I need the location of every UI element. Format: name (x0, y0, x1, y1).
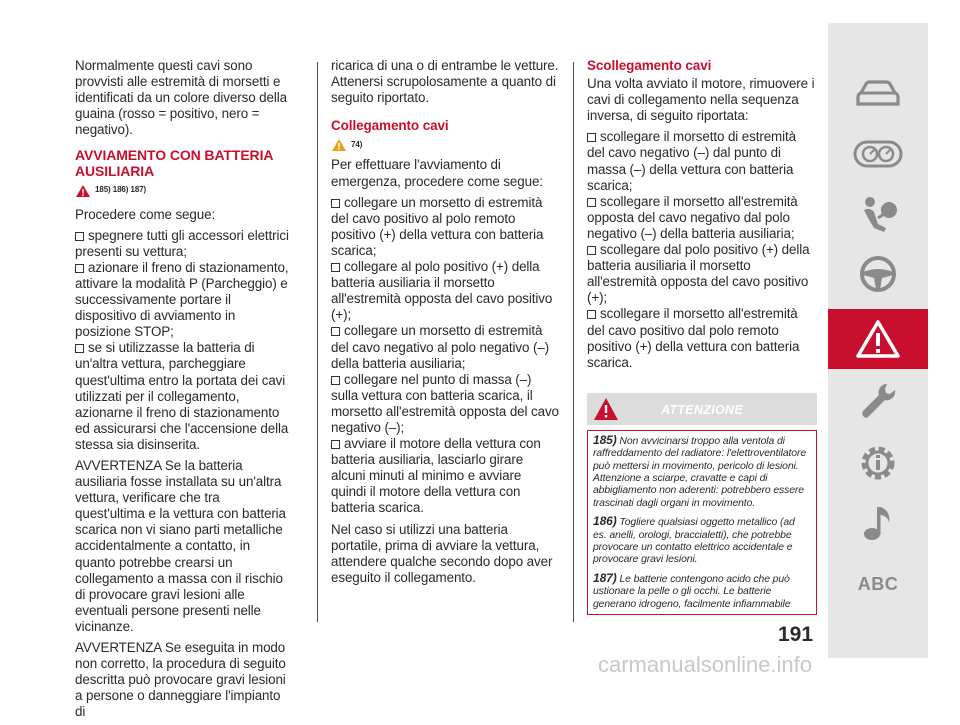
tab-technical-data[interactable] (828, 435, 928, 490)
tab-car[interactable] (828, 66, 928, 121)
list-item: scollegare dal polo positivo (+) della batteria ausiliaria il morsetto all'estremità opposta del cavo positivo (+); (587, 242, 810, 306)
refs-text: 185) 186) 187) (95, 185, 147, 195)
tab-steering[interactable] (828, 246, 928, 301)
list-item: collegare un morsetto di estremità del cavo positivo al polo remoto positivo (+) della vettura con batteria scarica; (331, 194, 544, 258)
warning-item: 187) Le batterie contengono acido che può ustionare la pelle o gli occhi. Le batterie generano idrogeno, facilmente infiammabile (593, 570, 791, 610)
bullet-square-icon (331, 327, 340, 336)
warning-refs (331, 137, 559, 153)
warning-refs (75, 182, 293, 198)
list-item: avviare il motore della vettura con batteria ausiliaria, lasciarlo girare alcuni minuti al minimo e avviare quindi il motore della vettura con batteria scarica. (331, 436, 541, 516)
paragraph: ricarica di una o di entrambe le vetture. Attenersi scrupolosamente a quanto di seguito riportato. (331, 58, 559, 106)
page-number: 191 (778, 623, 814, 646)
paragraph: Una volta avviato il motore, rimuovere i cavi di collegamento nella sequenza inversa, di seguito riportata: (587, 76, 815, 124)
bullet-square-icon (331, 199, 340, 208)
text-column-3 (587, 58, 815, 615)
list-item: azionare il freno di stazionamento, attivare la modalità P (Parcheggio) e successivamente portare il dispositivo di avviamento in posizione STOP; (75, 259, 289, 340)
section-heading: Collegamento cavi (331, 118, 449, 134)
tab-maintenance[interactable] (828, 373, 928, 428)
warning-triangle-icon (75, 184, 91, 198)
list-item: spegnere tutti gli accessori elettrici presenti su vettura; (75, 227, 289, 259)
warning-title: ATTENZIONE (661, 402, 743, 417)
list-item: se si utilizzasse la batteria di un'altra vettura, parcheggiare quest'ultima entro la portata dei cavi utilizzati per il collegamento, azionarne il freno di stazionamento ed assicurarsi che l'accensione della stessa sia disinserita. (75, 340, 289, 452)
warning-item: 186) Togliere qualsiasi oggetto metallico (ad es. anelli, orologi, braccialetti), che potrebbe provocare un contatto elettrico accidentale e provocare gravi lesioni. (593, 514, 795, 566)
warning-icon (855, 319, 901, 359)
tab-dashboard[interactable] (828, 126, 928, 181)
warning-header (587, 393, 817, 425)
paragraph: Per effettuare l'avviamento di emergenza, procedere come segue: (331, 157, 543, 189)
warning-box (587, 393, 817, 615)
watermark: carmanualsonline.info (598, 652, 813, 677)
list-item: collegare nel punto di massa (–) sulla vettura con batteria scarica, il morsetto all'estremità opposta del cavo negativo (–); (331, 371, 559, 435)
tab-multimedia[interactable] (828, 495, 928, 550)
tab-airbag[interactable] (828, 186, 928, 241)
text-column-2 (331, 58, 559, 591)
music-note-icon (861, 503, 895, 543)
chapter-sidebar (828, 23, 928, 658)
refs-text: 74) (351, 140, 363, 150)
bullet-square-icon (75, 264, 84, 273)
list-item: scollegare il morsetto di estremità del cavo negativo (–) dal punto di massa (–) della vettura con batteria scarica; (587, 129, 796, 193)
bullet-square-icon (331, 263, 340, 272)
warning-body (587, 430, 817, 615)
tab-warning[interactable] (828, 309, 928, 369)
list-item: collegare un morsetto di estremità del cavo negativo al polo negativo (–) della batteria ausiliaria; (331, 323, 550, 371)
bullet-square-icon (587, 310, 596, 319)
text-column-1 (75, 58, 293, 725)
bullet-square-icon (75, 232, 84, 241)
caution-triangle-icon (331, 138, 347, 152)
car-icon (855, 79, 901, 109)
column-divider (573, 62, 574, 622)
tab-index[interactable] (828, 557, 928, 612)
paragraph: Nel caso si utilizzi una batteria portatile, prima di avviare la vettura, attendere qualche secondo dopo aver eseguito il collegamento. (331, 521, 553, 585)
bullet-square-icon (331, 376, 340, 385)
list-item: scollegare il morsetto all'estremità opposta del cavo negativo dal polo negativo (–) della batteria ausiliaria; (587, 193, 798, 241)
warning-item: 185) Non avvicinarsi troppo alla ventola di raffreddamento del radiatore: l'elettroventilatore può mettersi in movimento, pericolo di lesioni. Attenzione a sciarpe, cravatte e capi di abbigliamento non aderenti: potrebbero essere trascinati dagli organi in movimento. (593, 432, 807, 509)
dashboard-icon (853, 139, 903, 169)
gear-info-icon (856, 441, 900, 485)
paragraph: Procedere come segue: (75, 206, 216, 222)
wrench-icon (857, 380, 899, 422)
column-divider (317, 62, 318, 622)
list-item: collegare al polo positivo (+) della batteria ausiliaria il morsetto all'estremità opposta del cavo positivo (+); (331, 259, 553, 323)
airbag-icon (856, 194, 900, 234)
note-paragraph: AVVERTENZA Se la batteria ausiliaria fosse installata su un'altra vettura, verificare che tra quest'ultima e la vettura con batteria scarica non vi siano parti metalliche accidentalmente a contatto, in quanto potrebbe crearsi un collegamento a massa con il rischio di provocare gravi lesioni alle eventuali persone presenti nelle vicinanze. (75, 457, 286, 634)
steering-wheel-icon (858, 254, 898, 294)
list-item: scollegare il morsetto all'estremità del cavo positivo dal polo remoto positivo (+) della vettura con batteria scarica. (587, 306, 800, 370)
bullet-square-icon (587, 133, 596, 142)
section-heading: Scollegamento cavi (587, 58, 712, 73)
bullet-square-icon (331, 440, 340, 449)
bullet-square-icon (587, 198, 596, 207)
index-abc-label: ABC (857, 574, 899, 594)
bullet-square-icon (587, 246, 596, 255)
note-paragraph: AVVERTENZA Se eseguita in modo non corretto, la procedura di seguito descritta può provocare gravi lesioni a persone o danneggiare l'impianto di (75, 640, 286, 720)
section-heading: AVVIAMENTO CON BATTERIA AUSILIARIA (75, 147, 273, 180)
bullet-square-icon (75, 344, 84, 353)
paragraph: Normalmente questi cavi sono provvisti alle estremità di morsetti e identificati da un colore diverso della guaina (rosso = positivo, nero = negativo). (75, 58, 287, 138)
